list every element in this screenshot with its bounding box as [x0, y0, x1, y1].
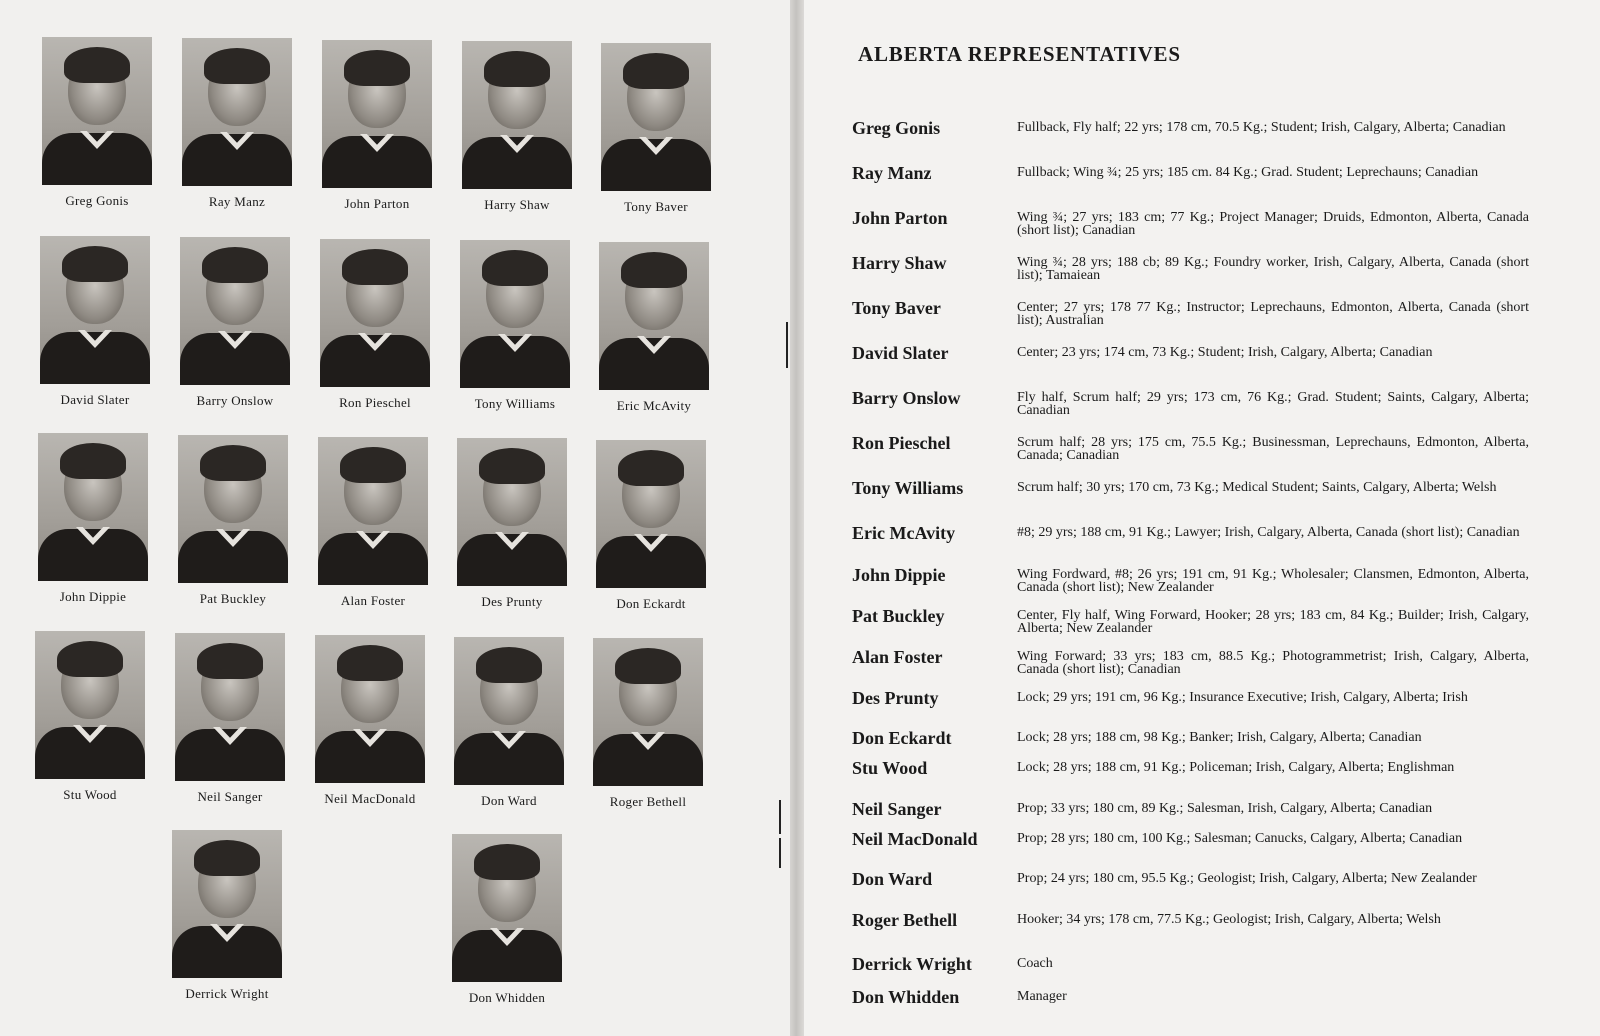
player-name: Greg Gonis: [852, 118, 941, 138]
page-title: ALBERTA REPRESENTATIVES: [858, 42, 1181, 66]
player-name: Stu Wood: [852, 758, 928, 778]
player-name: David Slater: [852, 343, 949, 363]
player-photo: [180, 237, 290, 385]
player-photo-card: [168, 435, 298, 607]
player-photo-caption: David Slater: [60, 392, 130, 407]
player-details: Fly half, Scrum half; 29 yrs; 173 cm, 76 Kg.; Grad. Student; Saints, Calgary, Alberta; Canadian: [1017, 390, 1529, 418]
player-photo-caption: Ray Manz: [208, 194, 266, 209]
player-photo: [599, 242, 709, 390]
player-name: John Dippie: [852, 565, 946, 585]
player-photo: [322, 40, 432, 188]
player-photo: [38, 433, 148, 581]
player-details: Fullback; Wing ¾; 25 yrs; 185 cm. 84 Kg.; Grad. Student; Leprechauns; Canadian: [1017, 165, 1479, 180]
player-photo-caption: John Dippie: [59, 589, 127, 604]
player-photo-caption: Neil Sanger: [197, 789, 263, 804]
margin-mark: [779, 838, 781, 868]
player-name: Ray Manz: [852, 163, 932, 183]
player-details: Lock; 28 yrs; 188 cm, 91 Kg.; Policeman; Irish, Calgary, Alberta; Englishman: [1017, 760, 1455, 775]
player-photo: [175, 633, 285, 781]
player-photo-caption: Tony Williams: [474, 396, 556, 411]
player-photo-caption: Greg Gonis: [65, 193, 129, 208]
player-photo-card: [25, 631, 155, 803]
player-photo-caption: Neil MacDonald: [324, 791, 416, 806]
player-photo-card: [162, 830, 292, 1002]
player-photo: [460, 240, 570, 388]
player-photo: [457, 438, 567, 586]
player-photo-caption: Eric McAvity: [616, 398, 692, 413]
player-name: Neil Sanger: [852, 799, 942, 819]
player-photo: [172, 830, 282, 978]
player-name: Derrick Wright: [852, 954, 972, 974]
player-photo-card: [305, 635, 435, 807]
player-details: Fullback, Fly half; 22 yrs; 178 cm, 70.5 Kg.; Student; Irish, Calgary, Alberta; Canadian: [1017, 120, 1506, 135]
player-photo-card: [444, 637, 574, 809]
player-details: Wing ¾; 28 yrs; 188 cb; 89 Kg.; Foundry worker, Irish, Calgary, Alberta, Canada (short list); Tamaiean: [1017, 255, 1529, 283]
player-name: Ron Pieschel: [852, 433, 951, 453]
player-photo: [462, 41, 572, 189]
player-name: Don Whidden: [852, 987, 960, 1007]
player-details: Prop; 28 yrs; 180 cm, 100 Kg.; Salesman; Canucks, Calgary, Alberta; Canadian: [1017, 831, 1463, 846]
player-photo-caption: Don Eckardt: [616, 596, 686, 611]
player-photo: [593, 638, 703, 786]
player-photo-caption: Ron Pieschel: [339, 395, 411, 410]
player-name: Tony Baver: [852, 298, 941, 318]
player-details: Lock; 29 yrs; 191 cm, 96 Kg.; Insurance Executive; Irish, Calgary, Alberta; Irish: [1017, 690, 1468, 705]
player-photo-caption: Des Prunty: [481, 594, 543, 609]
player-photo-caption: Alan Foster: [340, 593, 406, 608]
player-details: Coach: [1017, 956, 1053, 971]
player-photo-card: [165, 633, 295, 805]
player-details: Wing Forward; 33 yrs; 183 cm, 88.5 Kg.; Photogrammetrist; Irish, Calgary, Alberta, Canada (short list); Canadian: [1017, 649, 1529, 677]
player-photo: [40, 236, 150, 384]
player-photo-card: [32, 37, 162, 209]
player-details: Scrum half; 30 yrs; 170 cm, 73 Kg.; Medical Student; Saints, Calgary, Alberta; Welsh: [1017, 480, 1497, 495]
player-photo-card: [172, 38, 302, 210]
player-photo-card: [310, 239, 440, 411]
player-photo-card: [591, 43, 721, 215]
player-name: Don Eckardt: [852, 728, 952, 748]
player-photo-card: [308, 437, 438, 609]
player-details: Manager: [1017, 989, 1067, 1004]
player-photo-card: [589, 242, 719, 414]
player-photo-card: [452, 41, 582, 213]
player-details: Prop; 24 yrs; 180 cm, 95.5 Kg.; Geologist; Irish, Calgary, Alberta; New Zealander: [1017, 871, 1477, 886]
player-photo: [35, 631, 145, 779]
player-name: Barry Onslow: [852, 388, 961, 408]
player-photo-caption: John Parton: [344, 196, 410, 211]
player-photo: [601, 43, 711, 191]
player-photo-card: [447, 438, 577, 610]
left-page-photos: [0, 0, 790, 1036]
player-name: John Parton: [852, 208, 948, 228]
player-details: Center; 27 yrs; 178 77 Kg.; Instructor; Leprechauns, Edmonton, Alberta, Canada (short list); Australian: [1017, 300, 1529, 328]
player-photo-card: [170, 237, 300, 409]
player-name: Neil MacDonald: [852, 829, 978, 849]
player-details: Scrum half; 28 yrs; 175 cm, 75.5 Kg.; Businessman, Leprechauns, Edmonton, Alberta, Canada; Canadian: [1017, 435, 1529, 463]
player-name: Eric McAvity: [852, 523, 956, 543]
player-photo-card: [312, 40, 442, 212]
margin-mark: [786, 322, 788, 368]
player-photo-caption: Pat Buckley: [199, 591, 267, 606]
player-details: Prop; 33 yrs; 180 cm, 89 Kg.; Salesman, Irish, Calgary, Alberta; Canadian: [1017, 801, 1433, 816]
player-photo-caption: Don Ward: [481, 793, 537, 808]
player-name: Des Prunty: [852, 688, 939, 708]
player-photo: [320, 239, 430, 387]
player-photo-caption: Tony Baver: [624, 199, 688, 214]
player-name: Roger Bethell: [852, 910, 958, 930]
player-name: Pat Buckley: [852, 606, 945, 626]
player-photo: [182, 38, 292, 186]
player-photo: [42, 37, 152, 185]
player-photo: [315, 635, 425, 783]
player-photo-card: [586, 440, 716, 612]
player-photo-caption: Harry Shaw: [484, 197, 550, 212]
player-details: Center; 23 yrs; 174 cm, 73 Kg.; Student; Irish, Calgary, Alberta; Canadian: [1017, 345, 1433, 360]
player-photo: [454, 637, 564, 785]
book-gutter: [790, 0, 804, 1036]
player-photo: [318, 437, 428, 585]
player-name: Harry Shaw: [852, 253, 947, 273]
player-details: Hooker; 34 yrs; 178 cm, 77.5 Kg.; Geologist; Irish, Calgary, Alberta; Welsh: [1017, 912, 1441, 927]
player-photo-caption: Stu Wood: [63, 787, 117, 802]
player-photo-caption: Don Whidden: [468, 990, 546, 1005]
player-photo-caption: Derrick Wright: [185, 986, 269, 1001]
player-photo-card: [450, 240, 580, 412]
player-photo-card: [28, 433, 158, 605]
player-details: #8; 29 yrs; 188 cm, 91 Kg.; Lawyer; Irish, Calgary, Alberta, Canada (short list); Canadian: [1017, 525, 1520, 540]
player-photo-caption: Roger Bethell: [609, 794, 687, 809]
margin-mark: [779, 800, 781, 834]
player-name: Don Ward: [852, 869, 933, 889]
player-photo: [596, 440, 706, 588]
player-details: Lock; 28 yrs; 188 cm, 98 Kg.; Banker; Irish, Calgary, Alberta; Canadian: [1017, 730, 1422, 745]
player-photo-card: [583, 638, 713, 810]
player-photo-card: [30, 236, 160, 408]
player-name: Tony Williams: [852, 478, 964, 498]
player-details: Wing ¾; 27 yrs; 183 cm; 77 Kg.; Project Manager; Druids, Edmonton, Alberta, Canada (short list); Canadian: [1017, 210, 1529, 238]
player-photo: [178, 435, 288, 583]
player-details: Wing Fordward, #8; 26 yrs; 191 cm, 91 Kg.; Wholesaler; Clansmen, Edmonton, Alberta, Canada (short list); New Zealander: [1017, 567, 1529, 595]
player-photo-caption: Barry Onslow: [196, 393, 274, 408]
player-photo: [452, 834, 562, 982]
player-name: Alan Foster: [852, 647, 943, 667]
player-photo-card: [442, 834, 572, 1006]
player-details: Center, Fly half, Wing Forward, Hooker; 28 yrs; 183 cm, 84 Kg.; Builder; Irish, Calgary, Alberta; New Zealander: [1017, 608, 1529, 636]
